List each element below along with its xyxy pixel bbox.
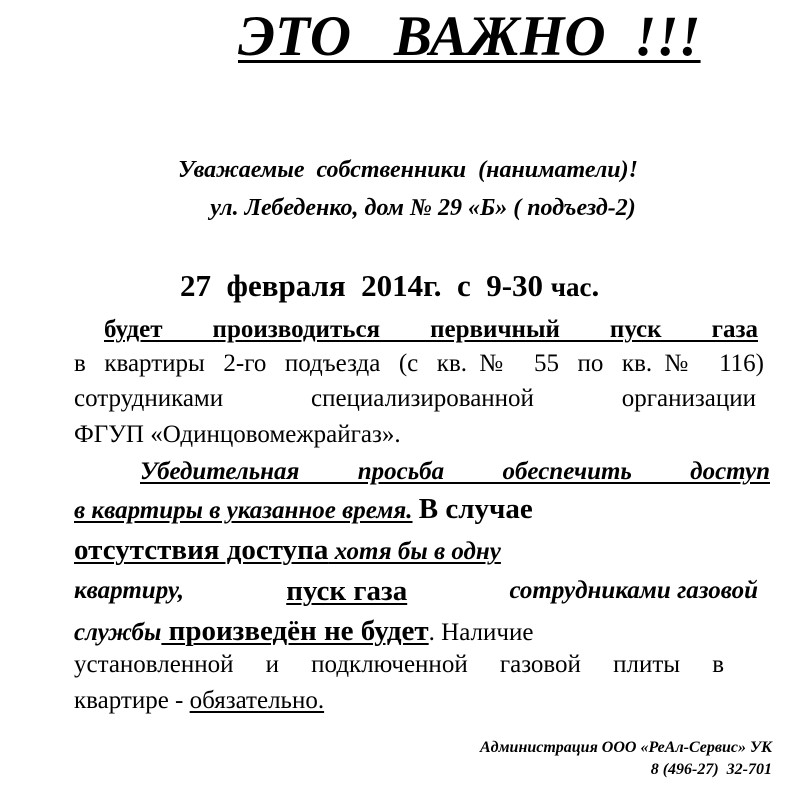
- date-time-line: [180, 268, 740, 305]
- request-line-1: [140, 455, 770, 489]
- main-action-text: будет производиться первичный пуск газа: [104, 316, 758, 343]
- request-line-6: установленной и подключенной газовой плиты в: [74, 651, 724, 678]
- request-text-4b: пуск газа: [286, 575, 408, 607]
- request-text-7b: обязательно.: [189, 687, 325, 714]
- request-text-4c: сотрудниками газовой: [509, 577, 758, 604]
- request-line-7: [74, 684, 764, 718]
- request-line-5: [74, 614, 764, 650]
- greeting-line-1: Уважаемые собственники (наниматели)!: [178, 157, 638, 183]
- organization-by-line: сотрудниками специализированной организации: [74, 385, 756, 412]
- greeting-line-2: ул. Лебеденко, дом № 29 «Б» ( подъезд-2): [210, 195, 636, 221]
- organization-name-line: ФГУП «Одинцовомежрайгаз».: [74, 421, 401, 448]
- request-text-5a: службы: [74, 619, 162, 646]
- main-action-line: [104, 313, 758, 347]
- request-text-5c: . Наличие: [428, 619, 534, 646]
- signature-line-1: Администрация ООО «РеАл-Сервис» УК: [479, 739, 772, 756]
- date-hours-word: час: [550, 272, 592, 302]
- date-text: 27 февраля 2014г. с 9-30: [180, 268, 551, 303]
- request-text-1: Убедительная просьба обеспечить доступ: [140, 458, 770, 485]
- request-text-3a: отсутствия доступа: [74, 534, 329, 566]
- request-text-7a: квартире -: [74, 687, 190, 714]
- notice-title: ЭТО ВАЖНО !!!: [238, 5, 701, 68]
- request-line-2: [74, 492, 714, 528]
- request-text-4a: квартиру,: [74, 577, 184, 604]
- request-line-4: [74, 574, 758, 608]
- request-line-3: [74, 533, 764, 569]
- apartments-line: в квартиры 2-го подъезда (с кв.№ 55 по кв.№ 116): [74, 350, 764, 377]
- signature-phone: 8 (496-27) 32-701: [650, 761, 772, 778]
- request-text-5b: произведён не будет: [161, 615, 429, 647]
- request-text-2a: в квартиры в указанное время.: [74, 497, 413, 524]
- date-period: .: [591, 268, 600, 303]
- request-text-3b: хотя бы в одну: [328, 538, 501, 565]
- request-text-2b: В случае: [418, 493, 533, 525]
